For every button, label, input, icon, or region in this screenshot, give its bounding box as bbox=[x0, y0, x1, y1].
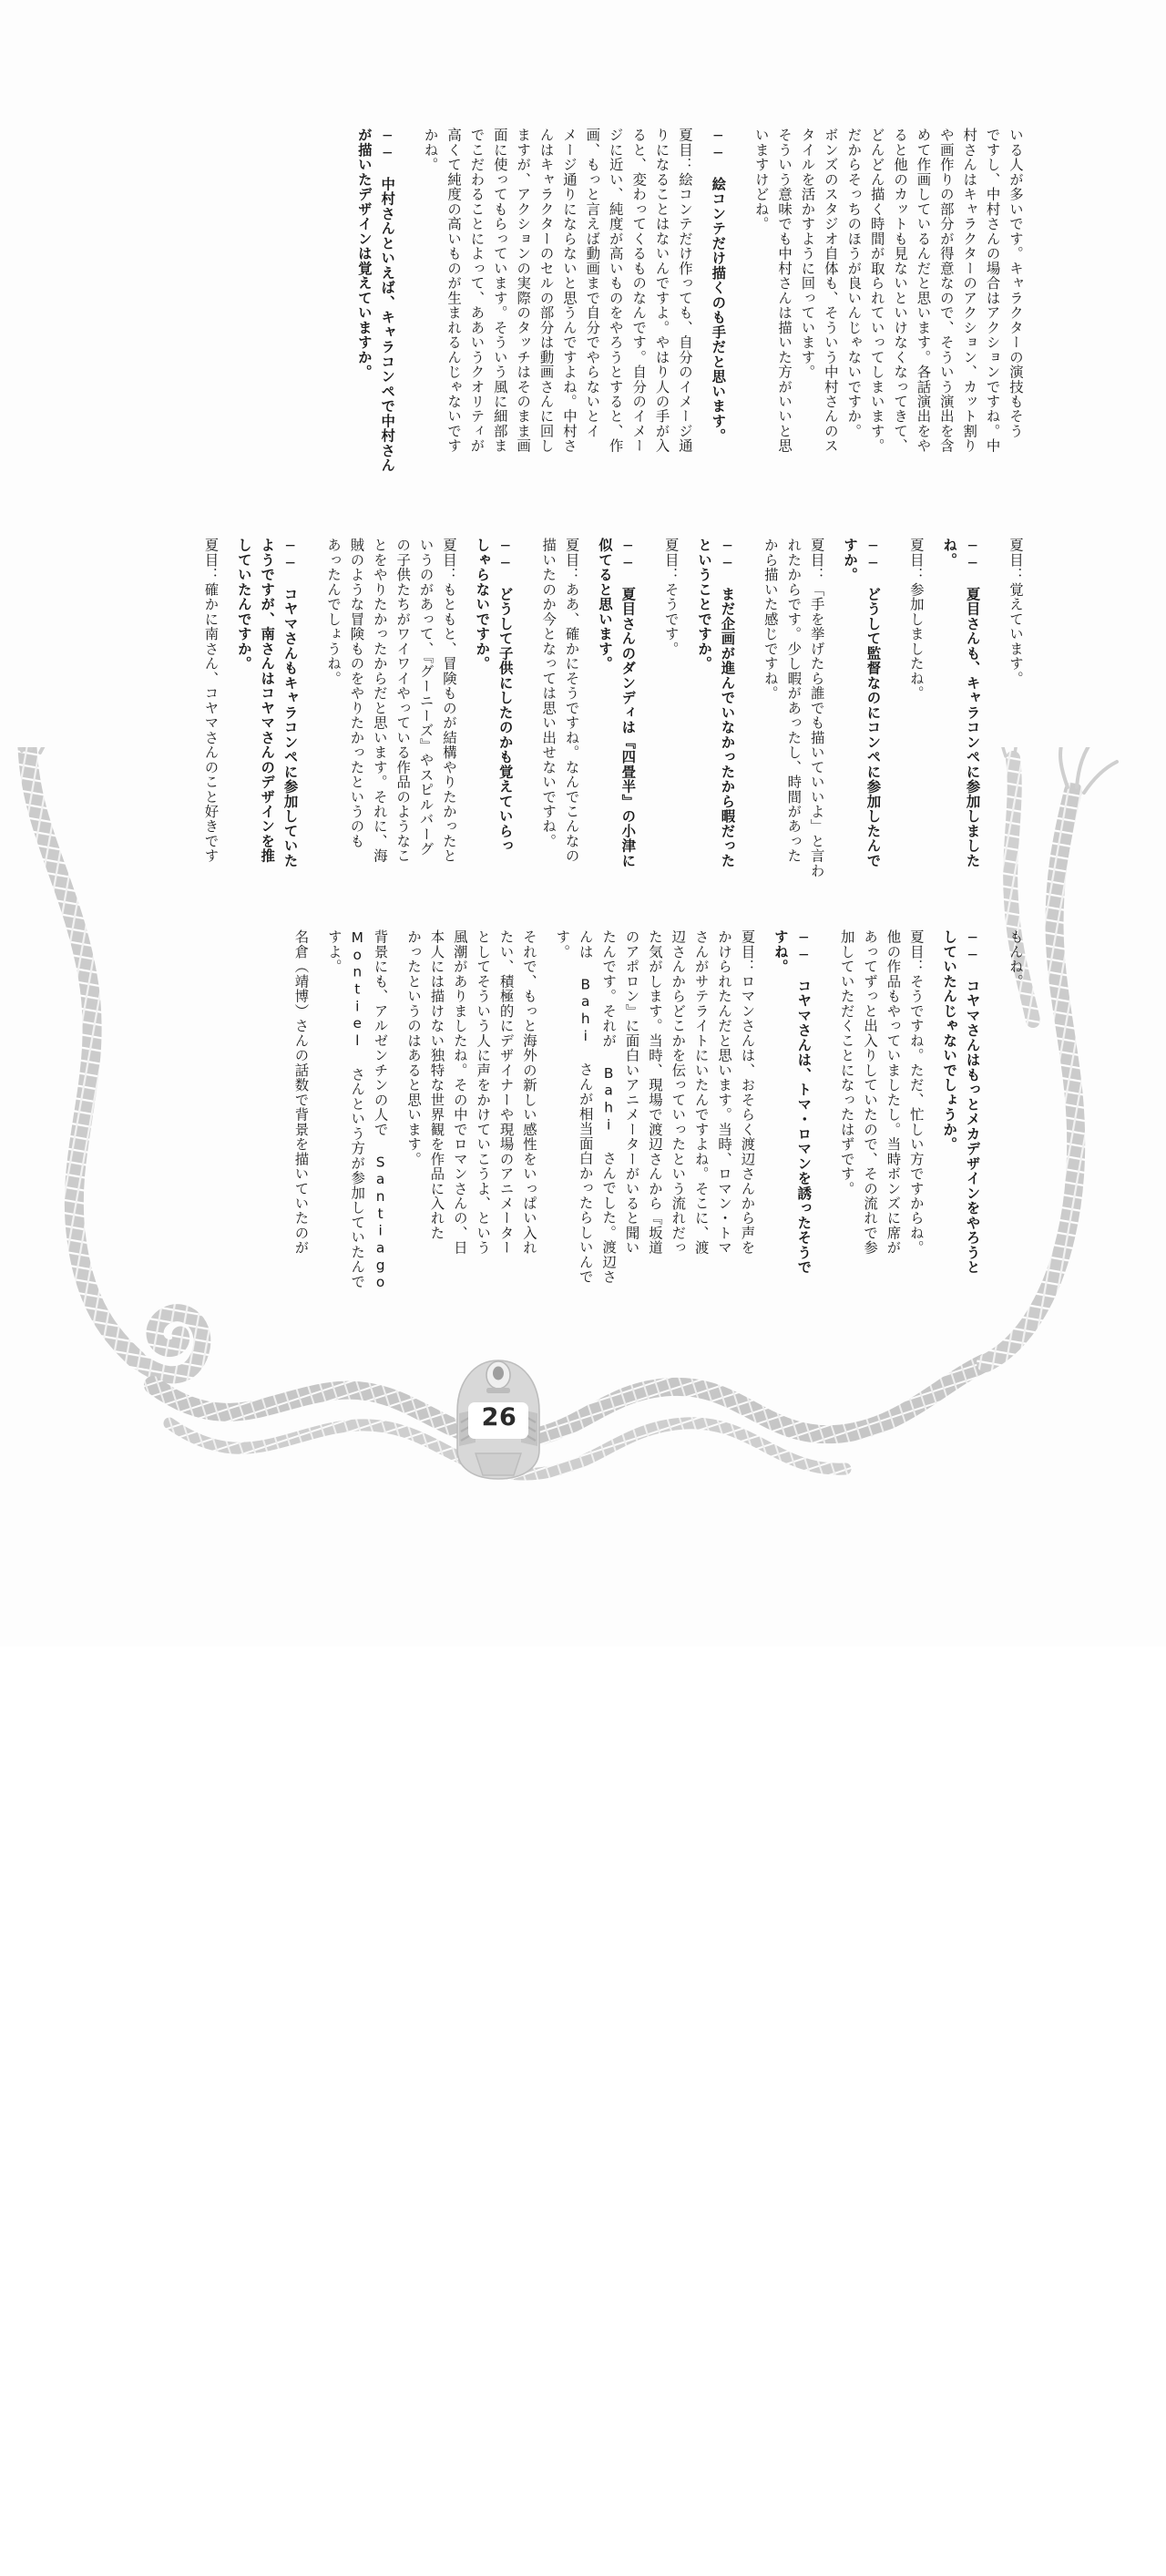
text-column: いますけどね。 bbox=[744, 128, 767, 1774]
paragraph-spacer bbox=[879, 538, 899, 539]
paragraph-spacer bbox=[307, 929, 317, 930]
text-column: だからそっちのほうが良いんじゃないですか。 bbox=[837, 128, 860, 1774]
text-column: 賊のような冒険ものをやりたかったというのも bbox=[340, 538, 363, 2184]
text-column: Montiel さんという方が参加していたんで bbox=[341, 929, 363, 2576]
paragraph-spacer bbox=[536, 929, 546, 930]
text-column: 夏目：確かに南さん、コヤマさんのこと好きです bbox=[194, 538, 217, 2184]
interview-question: ── まだ企画が進んでいなかったから暇だった bbox=[711, 538, 733, 2184]
interview-question: が描いたデザインは覚えていますか。 bbox=[347, 128, 370, 1774]
text-column: 夏目：そうですね。ただ、忙しい方ですからね。 bbox=[899, 929, 922, 2576]
text-column: 夏目：もともと、冒険ものが結構やりたかったと bbox=[433, 538, 455, 2184]
text-column: さんがサテライトにいたんですよね。そこに、渡 bbox=[684, 929, 707, 2576]
text-band-lower bbox=[84, 929, 1022, 1321]
text-column: す。 bbox=[546, 929, 568, 2576]
text-column: た気がします。当時、現場で渡辺さんから『坂道 bbox=[639, 929, 661, 2576]
interview-question: していたんじゃないでしょうか。 bbox=[933, 929, 956, 2576]
paragraph-group bbox=[284, 929, 1022, 2576]
interview-question: ね。 bbox=[933, 538, 956, 2184]
text-column: かけられたんだと思います。当時、ロマン・トマ bbox=[708, 929, 731, 2576]
interview-question: ようですが、南さんはコヤマさんのデザインを推 bbox=[251, 538, 273, 2184]
text-column: もんね。 bbox=[999, 929, 1022, 2576]
paragraph-spacer bbox=[810, 929, 830, 930]
paragraph-spacer bbox=[733, 538, 753, 539]
text-column: としてそういう人に声をかけていこうよ、という bbox=[466, 929, 489, 2576]
paragraph-spacer bbox=[387, 929, 397, 930]
text-column: 本人には描けない独特な世界観を作品に入れた bbox=[420, 929, 443, 2576]
text-column: から描いた感じですね。 bbox=[753, 538, 776, 2184]
text-column: とをやりたかったからだと思います。それに、海 bbox=[363, 538, 385, 2184]
text-column: や画作りの部分が得意なので、そういう演出を含 bbox=[929, 128, 952, 1774]
text-column: 画、もっと言えば動画まで自分でやらないとイ bbox=[576, 128, 598, 1774]
interview-question: ── どうして監督なのにコンペに参加したんで bbox=[856, 538, 879, 2184]
text-column: んは Bahi さんが相当面白かったらしいんで bbox=[568, 929, 591, 2576]
text-column: 高くて純度の高いものが生まれるんじゃないです bbox=[437, 128, 460, 1774]
interview-question: ── コヤマさんはもっとメカデザインをやろうと bbox=[956, 929, 978, 2576]
paragraph-spacer bbox=[823, 538, 834, 539]
paragraph-spacer bbox=[297, 538, 317, 539]
text-column: 夏目：そうです。 bbox=[654, 538, 677, 2184]
text-column: 夏目：ロマンさんは、おそらく渡辺さんから声を bbox=[731, 929, 753, 2576]
interview-question: すね。 bbox=[763, 929, 786, 2576]
text-column: どんどん描く時間が取られていってしまいます。 bbox=[860, 128, 883, 1774]
interview-question: ということですか。 bbox=[688, 538, 711, 2184]
text-column: 名倉（靖博）さんの話数で背景を描いていたのが bbox=[284, 929, 307, 2576]
paragraph-spacer bbox=[923, 929, 933, 930]
text-column: あってずっと出入りしていたので、その流れで参 bbox=[854, 929, 876, 2576]
interview-question: ── 夏目さんも、キャラコンペに参加しました bbox=[956, 538, 978, 2184]
paragraph-spacer bbox=[923, 538, 933, 539]
interview-question: ── コヤマさんもキャラコンペに参加していた bbox=[273, 538, 296, 2184]
text-column: 背景にも、アルゼンチンの人で Santiago bbox=[363, 929, 386, 2576]
text-column: れたからです。少し暇があったし、時間があった bbox=[777, 538, 800, 2184]
text-column: それで、もっと海外の新しい感性をいっぱい入れ bbox=[513, 929, 536, 2576]
paragraph-spacer bbox=[634, 538, 654, 539]
text-column: ボンズのスタジオ自体も、そういう中村さんのス bbox=[813, 128, 836, 1774]
interview-question: ── 中村さんといえば、キャラコンペで中村さん bbox=[371, 128, 394, 1774]
text-column: たい、積極的にデザイナーや現場のアニメーター bbox=[489, 929, 512, 2576]
text-column: かったというのはあると思います。 bbox=[397, 929, 420, 2576]
interview-question: 似てると思います。 bbox=[588, 538, 611, 2184]
text-column: んはキャラクターのセルの部分は動画さんに回し bbox=[529, 128, 552, 1774]
text-column: ジに近い、純度が高いものをやろうとすると、作 bbox=[598, 128, 621, 1774]
text-column: ると、変わってくるものなんです。自分のイメー bbox=[622, 128, 645, 1774]
paragraph-spacer bbox=[753, 929, 763, 930]
text-column: 夏目：絵コンテだけ作っても、自分のイメージ通 bbox=[669, 128, 691, 1774]
interview-question: ── 夏目さんのダンディは『四畳半』の小津に bbox=[611, 538, 634, 2184]
text-column: 村さんはキャラクターのアクション、カット割り bbox=[953, 128, 976, 1774]
text-column: りになることはないんですよ。やはり人の手が入 bbox=[645, 128, 668, 1774]
text-column: でこだわることによって、ああいうクオリティが bbox=[460, 128, 483, 1774]
interview-question: ── 絵コンテだけ描くのも手だと思います。 bbox=[701, 128, 724, 1774]
text-column: いる人が多いです。キャラクターの演技もそう bbox=[999, 128, 1022, 1774]
text-column: めて作画しているんだと思います。各話演出をや bbox=[906, 128, 929, 1774]
page-number: 26 bbox=[455, 1403, 543, 1432]
text-column: 夏目：覚えています。 bbox=[999, 538, 1022, 2184]
interview-question: すか。 bbox=[834, 538, 856, 2184]
text-column: 他の作品もやっていましたし。当時ボンズに席が bbox=[876, 929, 899, 2576]
text-column: 夏目：「手を挙げたら誰でも描いていいよ」と言わ bbox=[800, 538, 823, 2184]
text-column: 辺さんからどこかを伝っていったという流れだっ bbox=[661, 929, 684, 2576]
text-column: ると他のカットも見ないといけなくなってきて、 bbox=[884, 128, 906, 1774]
text-column: たんです。それが Bahi さんでした。渡辺さ bbox=[592, 929, 615, 2576]
text-column: ますが、アクションの実際のタッチはそのまま画 bbox=[506, 128, 529, 1774]
text-column: すよ。 bbox=[317, 929, 340, 2576]
text-column: かね。 bbox=[414, 128, 436, 1774]
text-column: タイルを活かすように回っています。 bbox=[791, 128, 813, 1774]
text-column: あったんでしょうね。 bbox=[317, 538, 340, 2184]
text-band-upper bbox=[84, 128, 1022, 510]
interview-question: ── コヤマさんは、トマ・ロマンを誘ったそうで bbox=[787, 929, 810, 2576]
text-band-middle bbox=[84, 538, 1022, 920]
text-column: メージ通りにならないと思うんですよね。中村さ bbox=[553, 128, 576, 1774]
text-column: 面に使ってもらっています。そういう風に細部ま bbox=[483, 128, 506, 1774]
text-column: 夏目：参加しましたね。 bbox=[899, 538, 922, 2184]
paragraph-spacer bbox=[455, 538, 465, 539]
text-column: 夏目：ああ、確かにそうですね。なんでこんなの bbox=[555, 538, 578, 2184]
paragraph-spacer bbox=[217, 538, 227, 539]
text-column: 描いたのか今となっては思い出せないですね。 bbox=[532, 538, 555, 2184]
paragraph-spacer bbox=[979, 538, 999, 539]
text-column: の子供たちがワイワイやっている作品のようなこ bbox=[386, 538, 409, 2184]
text-column: 風潮がありましたね。その中でロマンさんの、日 bbox=[443, 929, 465, 2576]
paragraph-spacer bbox=[512, 538, 532, 539]
paragraph-spacer bbox=[678, 538, 688, 539]
text-column: そういう意味でも中村さんは描いた方がいいと思 bbox=[768, 128, 791, 1774]
text-column: ですし、中村さんの場合はアクションですね。中 bbox=[976, 128, 998, 1774]
text-column: 加していただくことになったはずです。 bbox=[830, 929, 853, 2576]
paragraph-spacer bbox=[979, 929, 999, 930]
interview-question: していたんですか。 bbox=[227, 538, 250, 2184]
interview-question: ── どうして子供にしたのかも覚えていらっ bbox=[488, 538, 511, 2184]
interview-question: しゃらないですか。 bbox=[465, 538, 488, 2184]
paragraph-spacer bbox=[578, 538, 588, 539]
text-column: いうのがあって、『グーニーズ』やスピルバーグ bbox=[409, 538, 432, 2184]
text-column: のアポロン』に面白いアニメーターがいると聞い bbox=[615, 929, 638, 2576]
